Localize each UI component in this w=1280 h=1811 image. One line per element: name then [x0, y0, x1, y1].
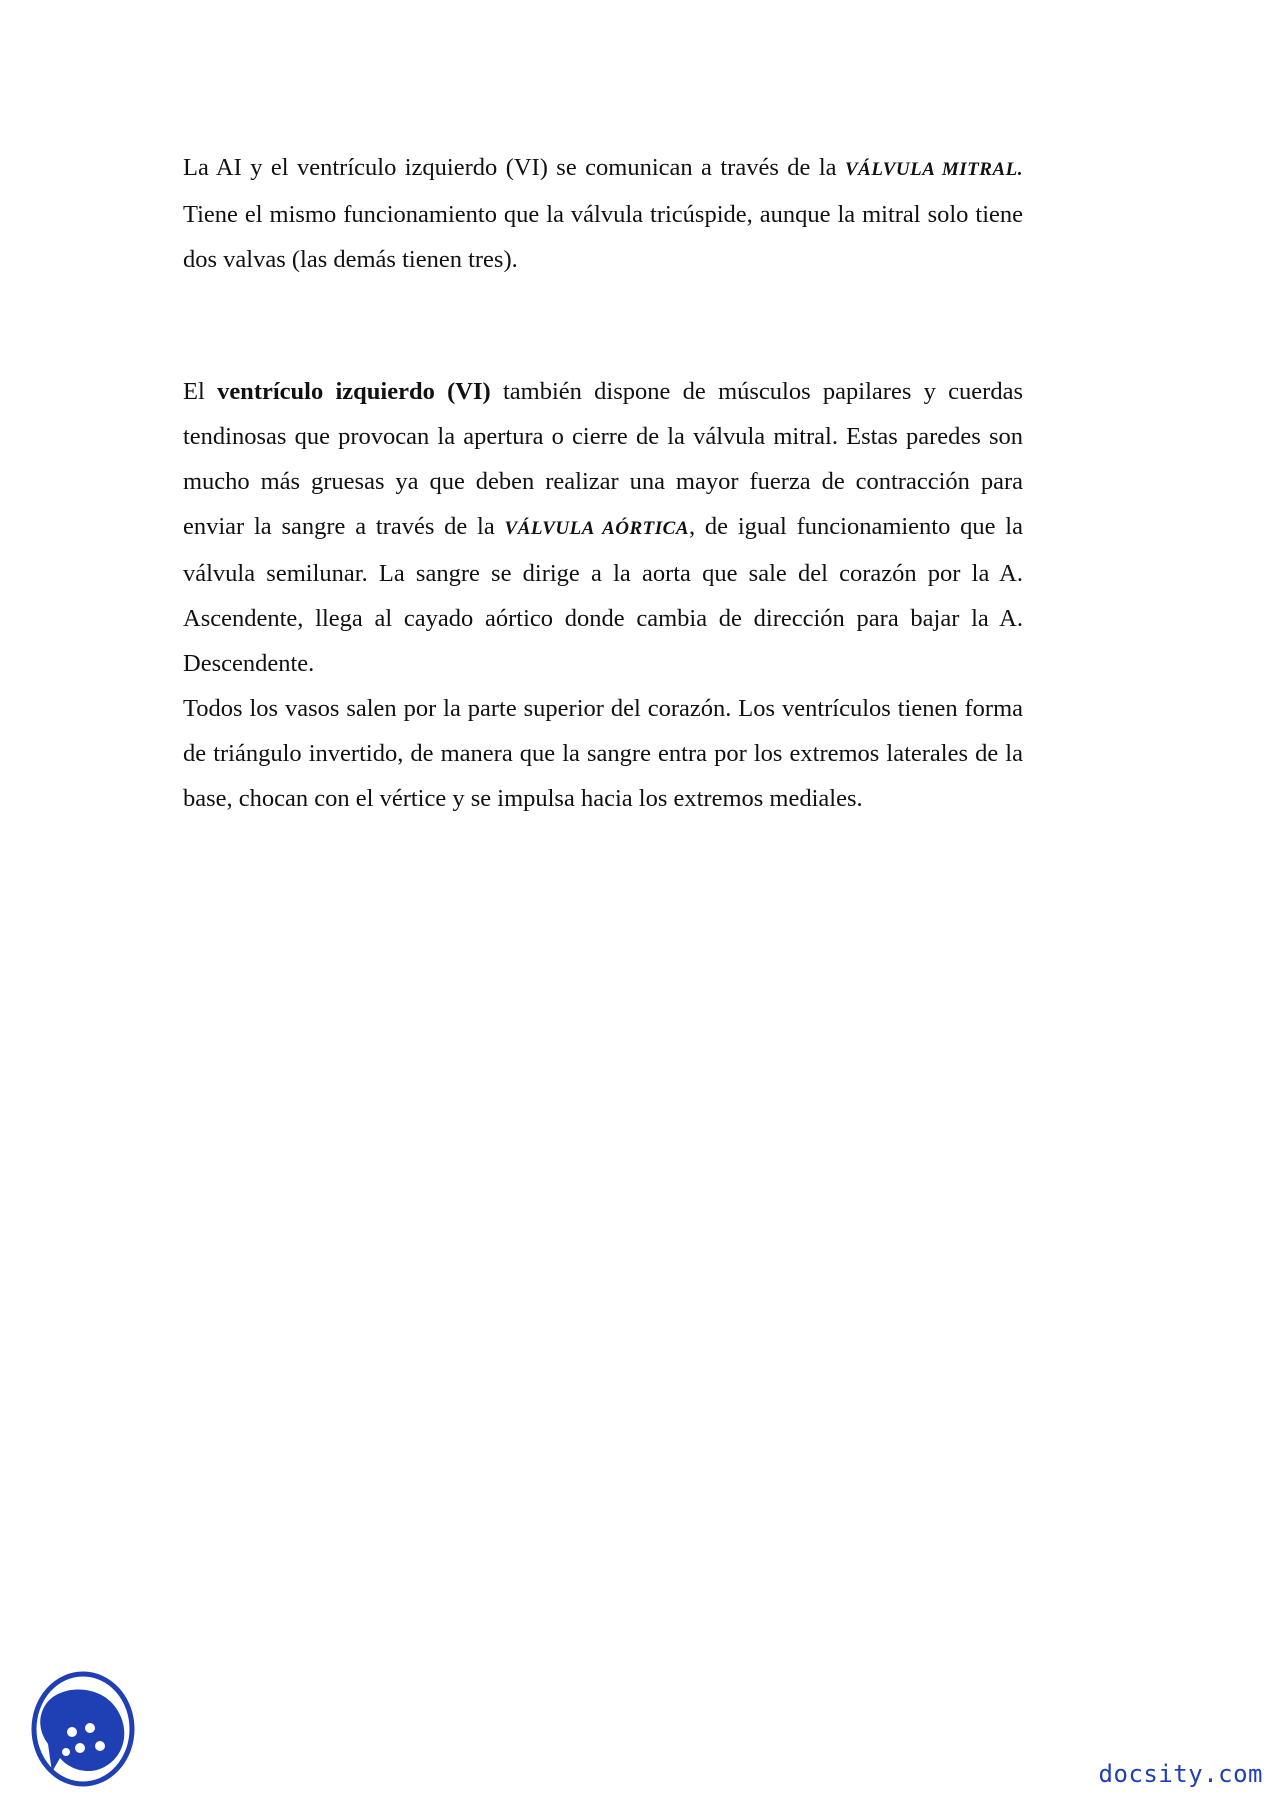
aortic-valve-term: VÁLVULA AÓRTICA — [504, 518, 690, 539]
text-section-left-ventricle — [183, 369, 1023, 821]
mitral-valve-term: VÁLVULA MITRAL. — [844, 159, 1023, 180]
paragraph-text: también dispone de músculos papilares y cuerdas tendinosas que provocan la apertura o cierre de la válvula mitral. Estas paredes son mucho más gruesas ya que deben realizar una mayor fuerza de contracción para enviar la sangre a través de la — [183, 378, 1023, 540]
paragraph-mitral-valve — [183, 145, 1023, 282]
paragraph-text: , de igual funcionamiento que la válvula semilunar. La sangre se dirige a la aorta que sale del corazón por la A. Ascendente, llega al cayado aórtico donde cambia de dirección para bajar la A. Descendente. — [183, 513, 1023, 677]
docsity-logo-icon — [30, 1670, 136, 1788]
paragraph-text: Tiene el mismo funcionamiento que la válvula tricúspide, aunque la mitral solo tiene dos valvas (las demás tienen tres). — [183, 201, 1023, 273]
docsity-brand-link[interactable]: docsity.com — [1098, 1760, 1263, 1788]
left-ventricle-term: ventrículo izquierdo (VI) — [217, 378, 491, 405]
paragraph-vessels: Todos los vasos salen por la parte superior del corazón. Los ventrículos tienen forma de triángulo invertido, de manera que la sangre entra por los extremos laterales de la base, chocan con el vértice y se impulsa hacia los extremos mediales. — [183, 695, 1023, 812]
paragraph-text: El — [183, 378, 218, 405]
paragraph-text: La AI y el ventrículo izquierdo (VI) se comunican a través de la — [183, 154, 845, 181]
paragraph-left-ventricle — [183, 369, 1023, 686]
